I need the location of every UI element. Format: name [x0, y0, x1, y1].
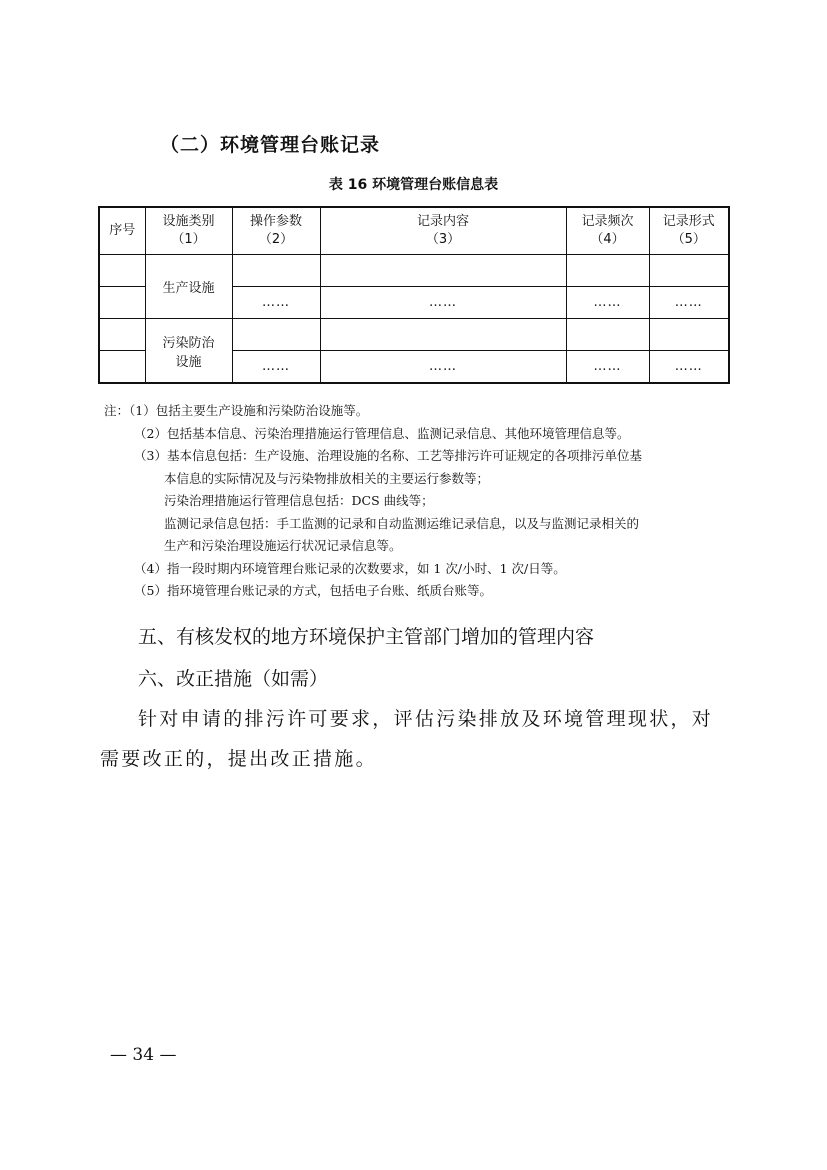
header-operating-params: 操作参数 （2） — [232, 207, 320, 255]
body-text-line: 针对申请的排污许可要求，评估污染排放及环境管理现状，对 — [138, 708, 714, 730]
table-header-row — [99, 207, 729, 255]
note-line: 生产和污染治理设施运行状况记录信息等。 — [164, 538, 402, 553]
heading-5: 五、有核发权的地方环境保护主管部门增加的管理内容 — [138, 626, 595, 648]
table-caption: 表 16 环境管理台账信息表 — [328, 177, 499, 193]
ellipsis-cell: …… — [232, 351, 320, 384]
body-text-line: 需要改正的，提出改正措施。 — [100, 748, 377, 770]
header-seq: 序号 — [99, 207, 145, 255]
note-line: （5）指环境管理台账记录的方式，包括电子台账、纸质台账等。 — [134, 583, 492, 598]
note-line: 污染治理措施运行管理信息包括：DCS 曲线等； — [164, 493, 434, 508]
header-record-form: 记录形式 （5） — [649, 207, 729, 255]
ellipsis-cell: …… — [566, 287, 649, 319]
page-number: — 34 — — [110, 1045, 177, 1065]
table-row — [99, 255, 729, 287]
ellipsis-cell: …… — [320, 351, 566, 384]
ellipsis-cell: …… — [566, 351, 649, 384]
note-line: 本信息的实际情况及与污染物排放相关的主要运行参数等； — [164, 470, 490, 486]
note-line: （4）指一段时期内环境管理台账记录的次数要求，如 1 次/小时、1 次/日等。 — [134, 560, 566, 576]
note-line: （2）包括基本信息、污染治理措施运行管理信息、监测记录信息、其他环境管理信息等。 — [134, 425, 630, 441]
group-pollution-control-facility: 污染防治 设施 — [145, 319, 232, 384]
note-line: （3）基本信息包括：生产设施、治理设施的名称、工艺等排污许可证规定的各项排污单位基 — [134, 448, 642, 463]
header-facility-type: 设施类别 （1） — [145, 207, 232, 255]
table-row — [99, 319, 729, 351]
header-record-content: 记录内容 （3） — [320, 207, 566, 255]
note-line: 监测记录信息包括：手工监测的记录和自动监测运维记录信息，以及与监测记录相关的 — [164, 515, 640, 531]
table-notes — [104, 400, 734, 603]
ellipsis-cell: …… — [649, 287, 729, 319]
group-production-facility: 生产设施 — [145, 255, 232, 319]
ellipsis-cell: …… — [320, 287, 566, 319]
header-record-frequency: 记录频次 （4） — [566, 207, 649, 255]
ellipsis-cell: …… — [232, 287, 320, 319]
ellipsis-cell: …… — [649, 351, 729, 384]
ledger-table — [98, 206, 730, 384]
note-line: 注：（1）包括主要生产设施和污染防治设施等。 — [104, 403, 369, 418]
section-heading: （二）环境管理台账记录 — [160, 134, 381, 156]
heading-6: 六、改正措施（如需） — [138, 668, 329, 690]
